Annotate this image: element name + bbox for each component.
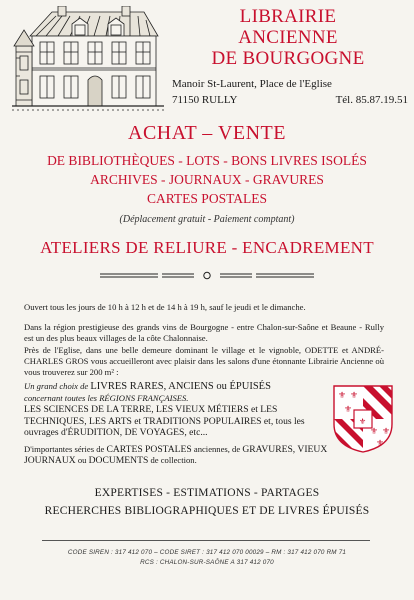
- opening-hours: Ouvert tous les jours de 10 h à 12 h et de 14 h à 19 h, sauf le jeudi et le dimanche.: [24, 302, 306, 312]
- svg-text:⚜: ⚜: [370, 427, 379, 437]
- choice-regions: RÉGIONS FRANÇAISES.: [99, 392, 189, 403]
- address-city-phone: [172, 94, 408, 106]
- company-codes-line-1: CODE SIREN : 317 412 070 – CODE SIRET : 317 412 070 00029 – RM : 317 412 070 RM 71: [67, 549, 347, 556]
- series-a: D'importantes séries de: [24, 444, 107, 454]
- svg-text:⚜: ⚜: [376, 439, 385, 449]
- ornament-divider: [100, 266, 314, 286]
- choice-intro: Un grand choix de: [24, 381, 91, 391]
- headline-achat-vente: ACHAT – VENTE: [128, 122, 286, 144]
- series-d: de collection.: [148, 455, 197, 465]
- svg-text:⚜: ⚜: [382, 427, 391, 437]
- address-city: 71150 RULLY: [172, 94, 238, 106]
- svg-text:⚜: ⚜: [359, 417, 367, 426]
- region-paragraph: Dans la région prestigieuse des grands vins de Bourgogne - entre Chalon-sur-Saône et Beaune - Rully est un des plus beaux villages de la côte Chalonnaise.: [24, 322, 384, 343]
- shop-name-line-1: LIBRAIRIE: [239, 6, 337, 27]
- ateliers-heading: ATELIERS DE RELIURE - ENCADREMENT: [40, 238, 374, 257]
- burgundy-coat-of-arms: [332, 384, 394, 454]
- hosts-paragraph: Près de l'Eglise, dans une belle demeure dominant le village et le vignoble, ODETTE et ANDRÉ-CHARLES GROS vous accueilleront avec plaisir dans les salons d'une étonnante Librairie Ancienne où vous trouverez sur 200 m² :: [24, 345, 384, 377]
- address-street: Manoir St-Laurent, Place de l'Eglise: [172, 78, 332, 90]
- offer-line-2: ARCHIVES - JOURNAUX - GRAVURES: [90, 172, 324, 187]
- phone-number: Tél. 85.87.19.51: [335, 94, 408, 106]
- shop-name: [168, 6, 408, 69]
- footer-divider: [42, 540, 370, 541]
- deplacement-note: (Déplacement gratuit - Paiement comptant): [119, 214, 295, 225]
- series-caps3: DOCUMENTS: [88, 455, 149, 466]
- svg-text:⚜: ⚜: [338, 391, 347, 401]
- choice-caps: LIVRES RARES, ANCIENS ou ÉPUISÉS: [90, 381, 271, 392]
- sciences-text: LES SCIENCES DE LA TERRE, LES VIEUX MÉTIERS et LES TECHNIQUES, LES ARTS et TRADITIONS POPULAIRES et, tous les ouvrages d'ÉRUDITION, DE VOYAGES, etc...: [24, 404, 305, 438]
- series-caps: CARTES POSTALES: [106, 444, 192, 455]
- shop-name-line-3: DE BOURGOGNE: [211, 48, 365, 69]
- services-line-1: EXPERTISES - ESTIMATIONS - PARTAGES: [94, 487, 320, 499]
- svg-text:⚜: ⚜: [344, 405, 353, 415]
- svg-text:⚜: ⚜: [350, 391, 359, 401]
- series-paragraph: [24, 444, 332, 466]
- choice-concern: concernant toutes les: [24, 392, 100, 403]
- series-caps2: GRAVURES, VIEUX JOURNAUX: [24, 444, 328, 466]
- offer-line-3: CARTES POSTALES: [146, 191, 267, 206]
- manor-illustration: [12, 6, 164, 112]
- series-b: anciennes, de: [191, 444, 243, 454]
- offer-line-1: DE BIBLIOTHÈQUES - LOTS - BONS LIVRES ISOLÉS: [47, 153, 367, 168]
- series-c: ou: [75, 455, 89, 465]
- choice-paragraph: [24, 381, 329, 439]
- shop-name-line-2: ANCIENNE: [238, 27, 338, 48]
- services-line-2: RECHERCHES BIBLIOGRAPHIQUES ET DE LIVRES ÉPUISÉS: [44, 505, 370, 517]
- company-codes-line-2: RCS : CHALON-SUR-SAÔNE A 317 412 070: [140, 559, 274, 566]
